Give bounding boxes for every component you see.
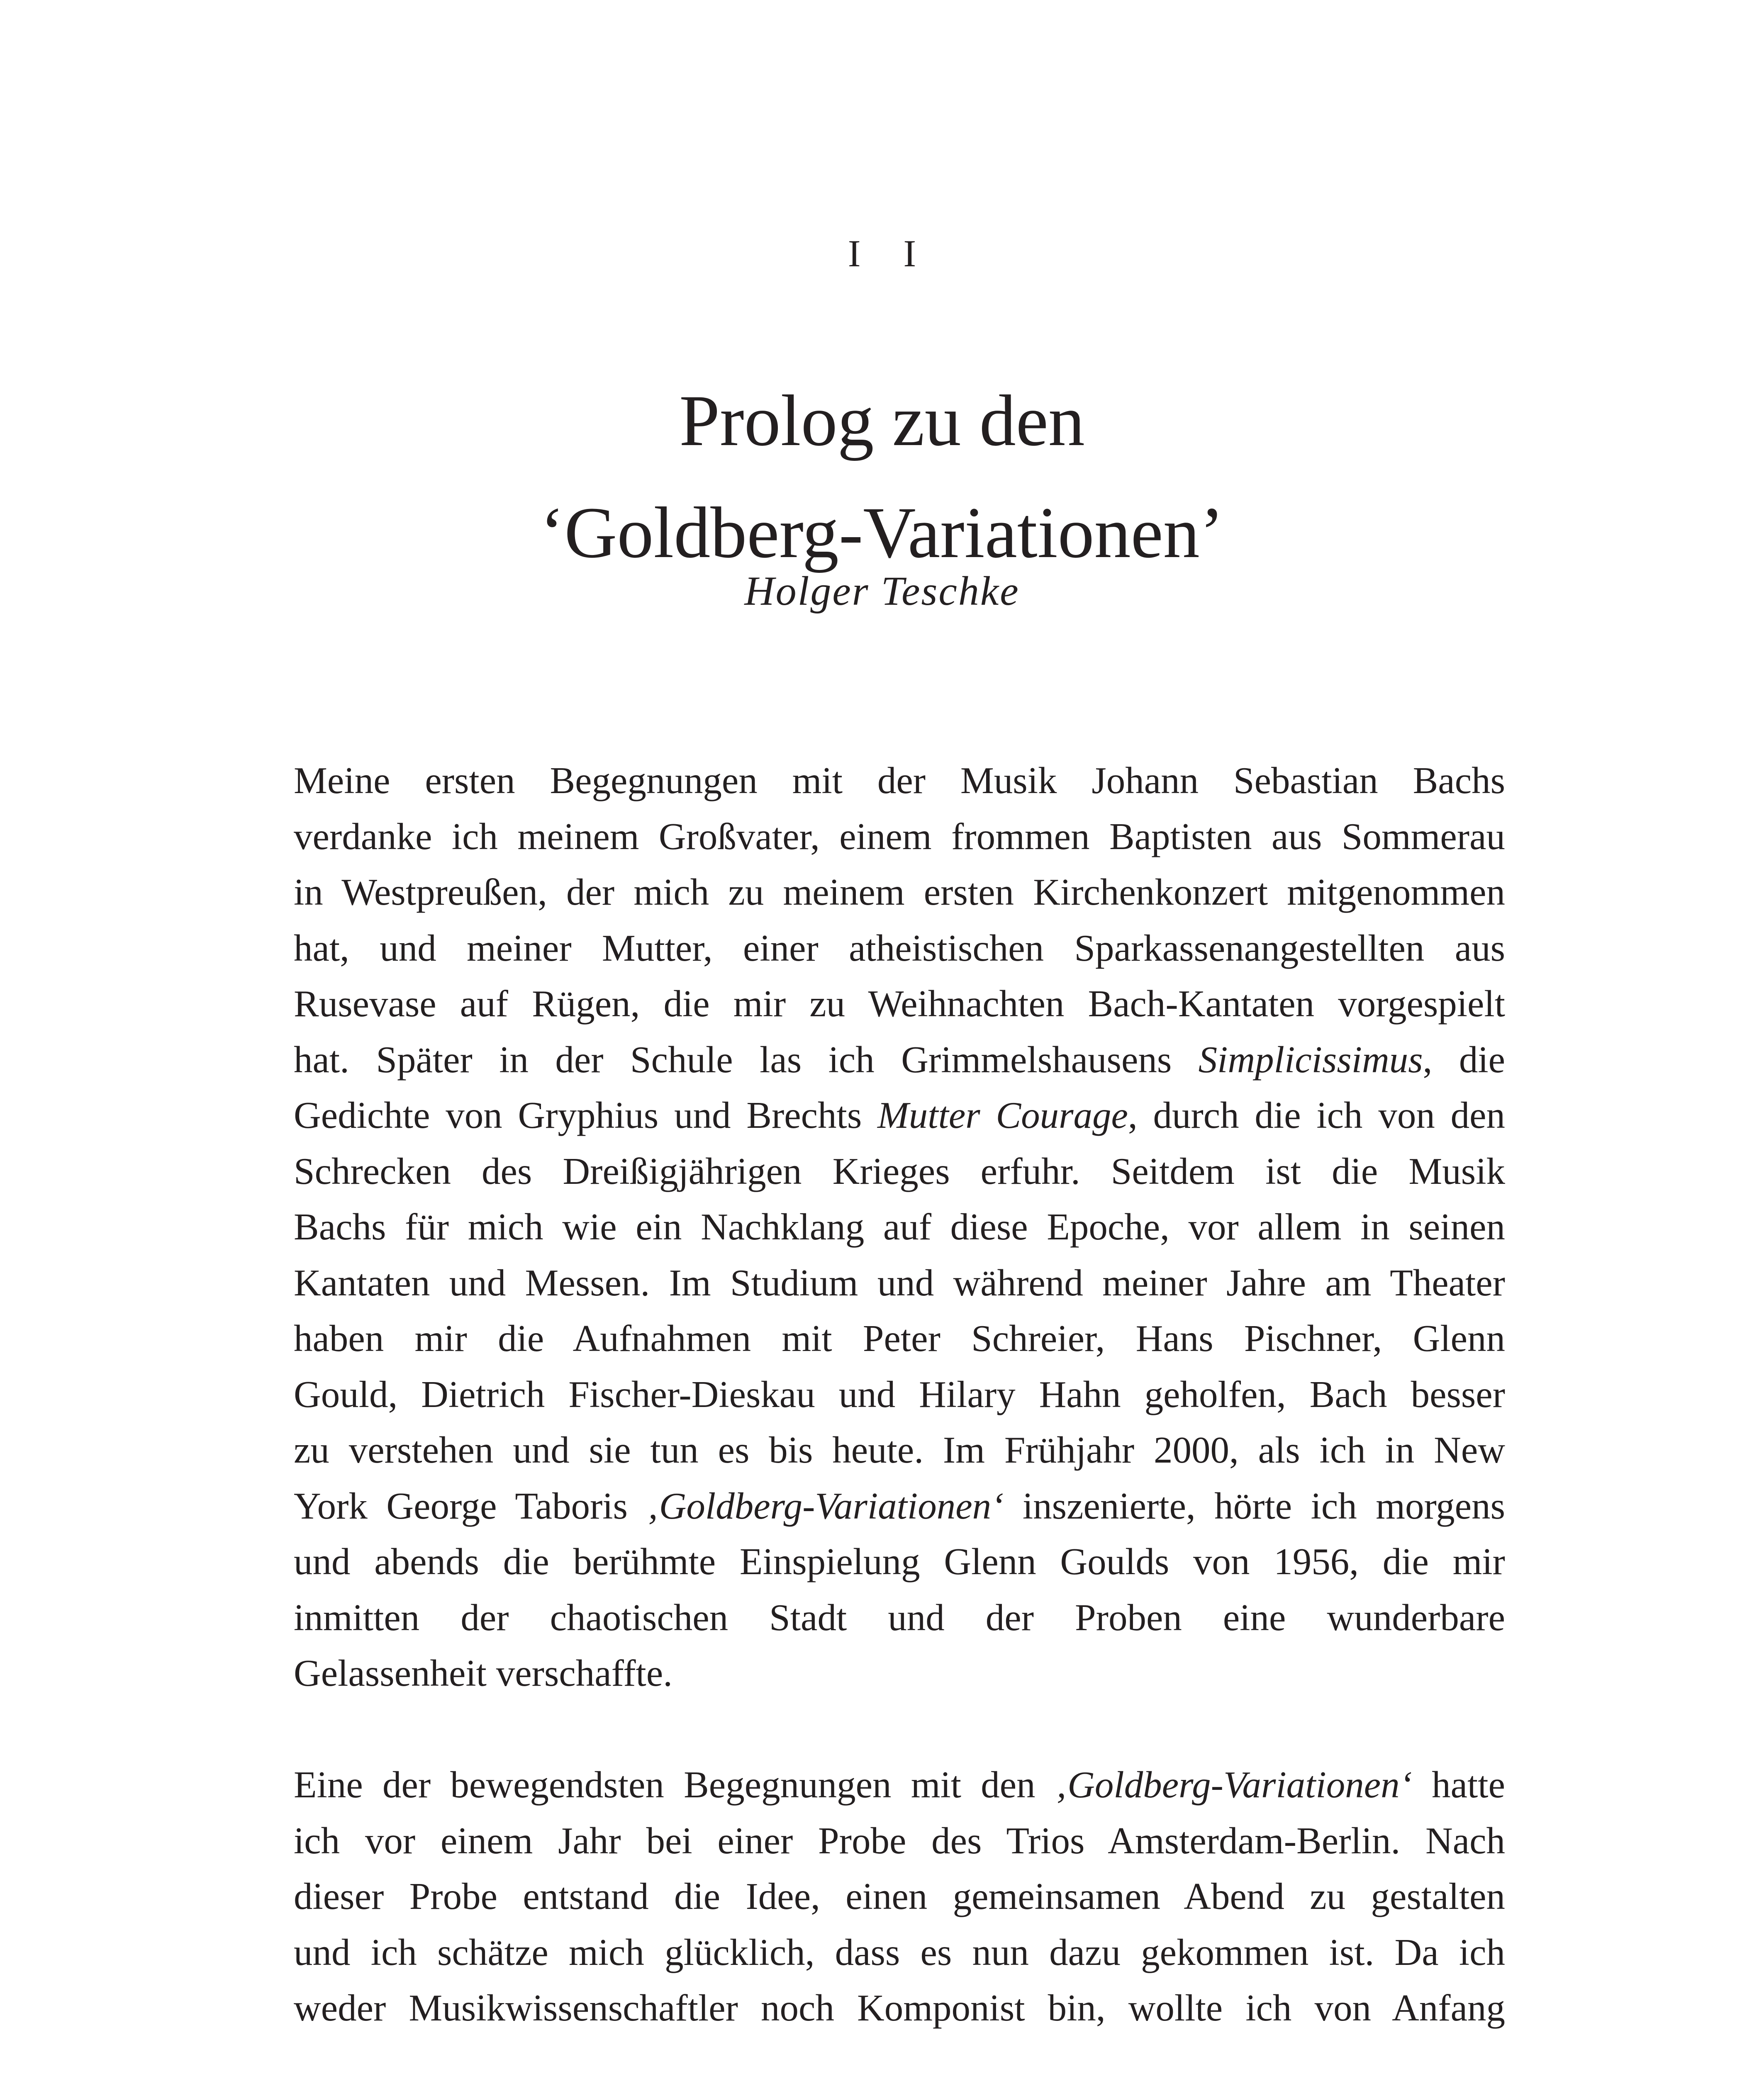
work-title-goldberg-variationen: ‚Goldberg-Variationen‘ bbox=[1055, 1764, 1412, 1806]
text-line: und abends die berühmte Einspielung Glenn Goulds von 1956, die mir bbox=[294, 1541, 1505, 1582]
text-line: in Westpreußen, der mich zu meinem ersten Kirchenkonzert mitgenommen bbox=[294, 871, 1505, 913]
author-name: Holger Teschke bbox=[744, 568, 1020, 614]
text-line: York George Taboris ‚Goldberg-Variationen‘ inszenierte, hörte ich morgens bbox=[294, 1485, 1505, 1527]
text-line: Schrecken des Dreißigjährigen Krieges erfuhr. Seitdem ist die Musik bbox=[294, 1150, 1505, 1192]
text-line: weder Musikwissenschaftler noch Komponist bin, wollte ich von Anfang bbox=[294, 1987, 1505, 2029]
body-text bbox=[294, 753, 1505, 2036]
work-title-goldberg-variationen: ‚Goldberg-Variationen‘ bbox=[646, 1485, 1004, 1527]
text-line: Gelassenheit verschaffte. bbox=[294, 1652, 672, 1694]
text-line: und ich schätze mich glücklich, dass es nun dazu gekommen ist. Da ich bbox=[294, 1931, 1505, 1973]
chapter-title bbox=[0, 365, 1764, 589]
paragraph-1 bbox=[294, 753, 1505, 1702]
text-line: hat, und meiner Mutter, einer atheistischen Sparkassenangestellten aus bbox=[294, 927, 1505, 969]
text-line: hat. Später in der Schule las ich Grimmelshausens Simplicissimus, die bbox=[294, 1038, 1505, 1081]
text-line: Meine ersten Begegnungen mit der Musik Johann Sebastian Bachs bbox=[294, 759, 1505, 801]
chapter-title-line-1: Prolog zu den bbox=[679, 380, 1085, 461]
text-line: Kantaten und Messen. Im Studium und während meiner Jahre am Theater bbox=[294, 1261, 1505, 1304]
text-line: haben mir die Aufnahmen mit Peter Schreier, Hans Pischner, Glenn bbox=[294, 1317, 1505, 1359]
text-line: Gould, Dietrich Fischer-Dieskau und Hilary Hahn geholfen, Bach besser bbox=[294, 1373, 1505, 1415]
text-line: Gedichte von Gryphius und Brechts Mutter Courage, durch die ich von den bbox=[294, 1094, 1505, 1136]
text-line: ich vor einem Jahr bei einer Probe des Trios Amsterdam-Berlin. Nach bbox=[294, 1819, 1505, 1862]
text-line: Rusevase auf Rügen, die mir zu Weihnachten Bach-Kantaten vorgespielt bbox=[294, 983, 1505, 1025]
work-title-simplicissimus: Simplicissimus bbox=[1198, 1038, 1423, 1081]
text-line: verdanke ich meinem Großvater, einem frommen Baptisten aus Sommerau bbox=[294, 815, 1505, 857]
text-line: zu verstehen und sie tun es bis heute. Im Frühjahr 2000, als ich in New bbox=[294, 1429, 1505, 1471]
text-line: inmitten der chaotischen Stadt und der Proben eine wunderbare bbox=[294, 1596, 1505, 1638]
text-line: Eine der bewegendsten Begegnungen mit den ‚Goldberg-Variationen‘ hatte bbox=[294, 1764, 1505, 1806]
text-line: dieser Probe entstand die Idee, einen gemeinsamen Abend zu gestalten bbox=[294, 1875, 1505, 1917]
chapter-number: I I bbox=[848, 232, 933, 275]
work-title-mutter-courage: Mutter Courage bbox=[877, 1094, 1128, 1136]
chapter-title-line-2: ‘Goldberg-Variationen’ bbox=[540, 492, 1224, 573]
paragraph-2 bbox=[294, 1757, 1505, 2036]
text-line: Bachs für mich wie ein Nachklang auf diese Epoche, vor allem in seinen bbox=[294, 1206, 1505, 1248]
